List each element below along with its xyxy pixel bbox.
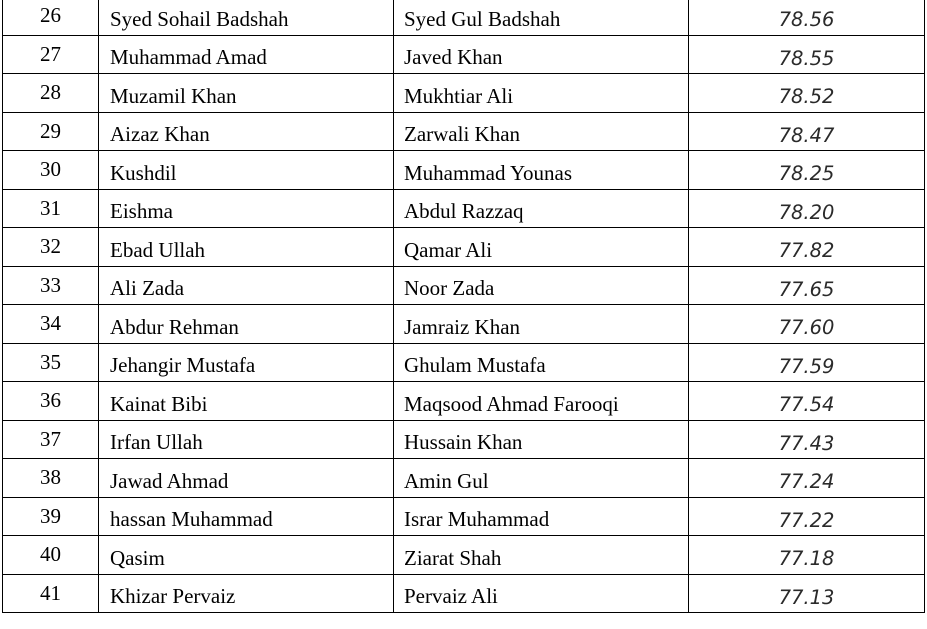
marks-cell: 78.52 xyxy=(689,74,925,113)
table-row xyxy=(3,343,925,382)
serial-number-cell: 40 xyxy=(3,536,99,575)
table-row xyxy=(3,228,925,267)
serial-number-cell: 32 xyxy=(3,228,99,267)
candidate-name-cell: Muzamil Khan xyxy=(99,74,394,113)
candidate-name-cell: Ali Zada xyxy=(99,266,394,305)
serial-number-cell: 31 xyxy=(3,189,99,228)
table-row xyxy=(3,74,925,113)
marks-cell: 77.54 xyxy=(689,382,925,421)
candidate-name-cell: Jehangir Mustafa xyxy=(99,343,394,382)
serial-number-cell: 29 xyxy=(3,112,99,151)
serial-number-cell: 26 xyxy=(3,0,99,35)
table-row xyxy=(3,151,925,190)
candidate-name-cell: Syed Sohail Badshah xyxy=(99,0,394,35)
father-name-cell: Abdul Razzaq xyxy=(394,189,689,228)
serial-number-cell: 39 xyxy=(3,497,99,536)
father-name-cell: Ghulam Mustafa xyxy=(394,343,689,382)
marks-cell: 78.56 xyxy=(689,0,925,35)
marks-cell: 77.24 xyxy=(689,459,925,498)
father-name-cell: Javed Khan xyxy=(394,35,689,74)
merit-list-table xyxy=(2,0,925,613)
marks-cell: 77.60 xyxy=(689,305,925,344)
candidate-name-cell: Aizaz Khan xyxy=(99,112,394,151)
father-name-cell: Maqsood Ahmad Farooqi xyxy=(394,382,689,421)
father-name-cell: Noor Zada xyxy=(394,266,689,305)
candidate-name-cell: Eishma xyxy=(99,189,394,228)
marks-cell: 78.25 xyxy=(689,151,925,190)
father-name-cell: Syed Gul Badshah xyxy=(394,0,689,35)
father-name-cell: Muhammad Younas xyxy=(394,151,689,190)
father-name-cell: Israr Muhammad xyxy=(394,497,689,536)
table-row xyxy=(3,35,925,74)
table-row xyxy=(3,112,925,151)
candidate-name-cell: hassan Muhammad xyxy=(99,497,394,536)
table-row xyxy=(3,536,925,575)
marks-cell: 77.82 xyxy=(689,228,925,267)
serial-number-cell: 35 xyxy=(3,343,99,382)
marks-cell: 78.55 xyxy=(689,35,925,74)
serial-number-cell: 38 xyxy=(3,459,99,498)
candidate-name-cell: Muhammad Amad xyxy=(99,35,394,74)
table-row xyxy=(3,189,925,228)
candidate-name-cell: Abdur Rehman xyxy=(99,305,394,344)
father-name-cell: Pervaiz Ali xyxy=(394,574,689,613)
table-row xyxy=(3,459,925,498)
marks-cell: 77.65 xyxy=(689,266,925,305)
table-row xyxy=(3,0,925,35)
father-name-cell: Qamar Ali xyxy=(394,228,689,267)
marks-cell: 77.59 xyxy=(689,343,925,382)
candidate-name-cell: Ebad Ullah xyxy=(99,228,394,267)
father-name-cell: Mukhtiar Ali xyxy=(394,74,689,113)
table-row xyxy=(3,420,925,459)
father-name-cell: Jamraiz Khan xyxy=(394,305,689,344)
father-name-cell: Zarwali Khan xyxy=(394,112,689,151)
marks-cell: 77.43 xyxy=(689,420,925,459)
candidate-name-cell: Qasim xyxy=(99,536,394,575)
candidate-name-cell: Khizar Pervaiz xyxy=(99,574,394,613)
marks-cell: 77.18 xyxy=(689,536,925,575)
serial-number-cell: 33 xyxy=(3,266,99,305)
serial-number-cell: 30 xyxy=(3,151,99,190)
father-name-cell: Amin Gul xyxy=(394,459,689,498)
serial-number-cell: 27 xyxy=(3,35,99,74)
candidate-name-cell: Jawad Ahmad xyxy=(99,459,394,498)
table-row xyxy=(3,497,925,536)
serial-number-cell: 28 xyxy=(3,74,99,113)
serial-number-cell: 41 xyxy=(3,574,99,613)
table-row xyxy=(3,305,925,344)
father-name-cell: Hussain Khan xyxy=(394,420,689,459)
merit-list-body xyxy=(3,0,925,613)
table-row xyxy=(3,382,925,421)
serial-number-cell: 34 xyxy=(3,305,99,344)
candidate-name-cell: Irfan Ullah xyxy=(99,420,394,459)
serial-number-cell: 36 xyxy=(3,382,99,421)
father-name-cell: Ziarat Shah xyxy=(394,536,689,575)
candidate-name-cell: Kushdil xyxy=(99,151,394,190)
candidate-name-cell: Kainat Bibi xyxy=(99,382,394,421)
marks-cell: 78.47 xyxy=(689,112,925,151)
marks-cell: 77.13 xyxy=(689,574,925,613)
marks-cell: 77.22 xyxy=(689,497,925,536)
table-row xyxy=(3,574,925,613)
marks-cell: 78.20 xyxy=(689,189,925,228)
table-row xyxy=(3,266,925,305)
serial-number-cell: 37 xyxy=(3,420,99,459)
